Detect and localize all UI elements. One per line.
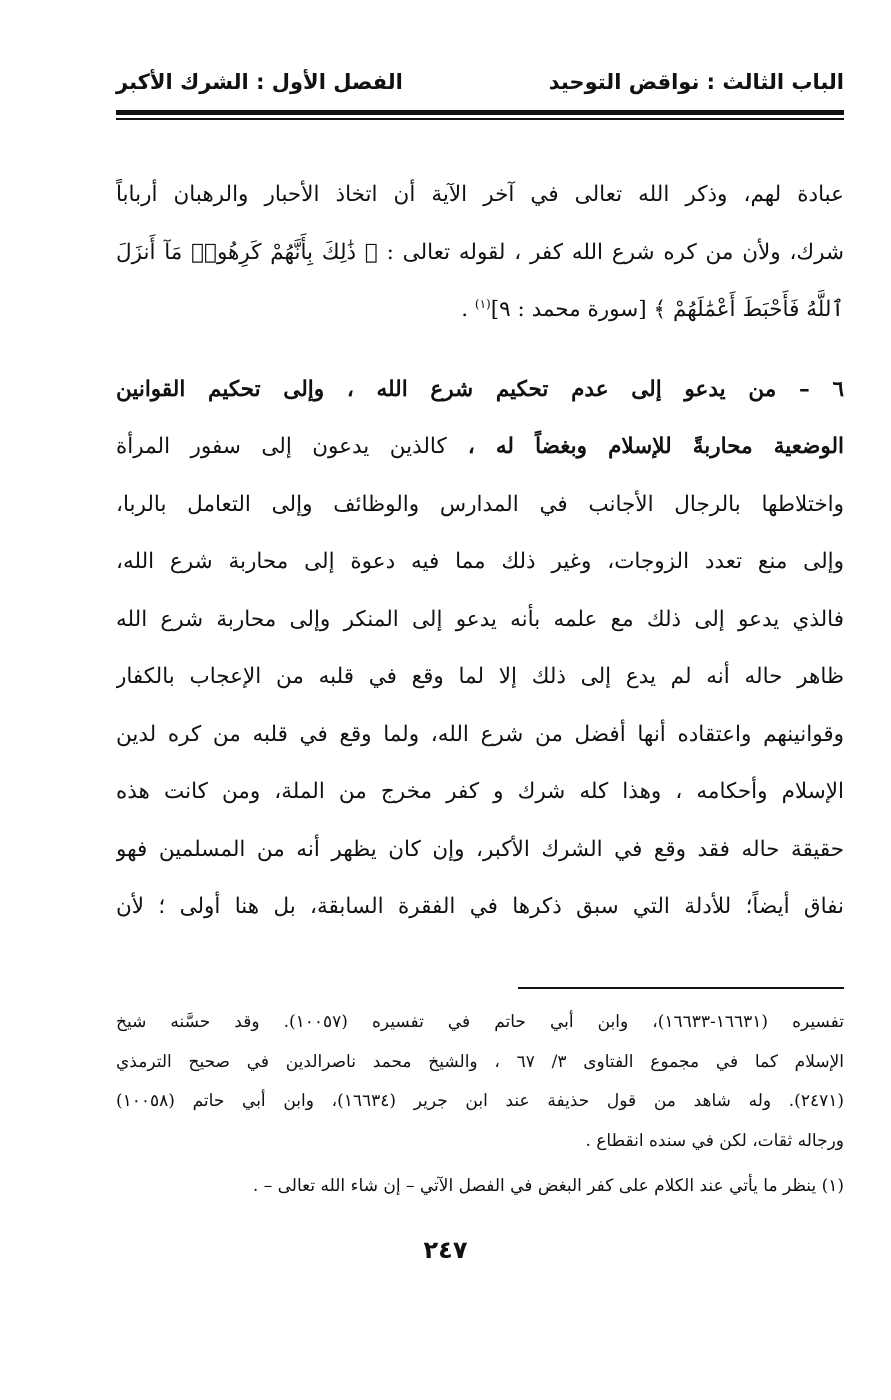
text-line-heading: ٦ – من يدعو إلى عدم تحكيم شرع الله ، وإلى تحكيم القوانين [116, 376, 844, 402]
chapter-title: الباب الثالث : نواقض التوحيد [548, 70, 844, 94]
heading-continuation: الوضعية محاربةً للإسلام وبغضاً له ، [446, 434, 844, 459]
footnote-separator [518, 987, 844, 989]
footnote-line: الإسلام كما في مجموع الفتاوى ٣/ ٦٧ ، والشيخ محمد ناصرالدين في صحيح الترمذي [116, 1051, 844, 1072]
text-line: وقوانينهم واعتقاده أنها أفضل من شرع الله، ولما وقع في قلبه من كره لدين [116, 721, 844, 747]
running-header [116, 66, 844, 106]
footnotes [116, 1003, 844, 1207]
text-continuation: كالذين يدعون إلى سفور المرأة [116, 434, 447, 459]
text-line: عبادة لهم، وذكر الله تعالى في آخر الآية أن اتخاذ الأحبار والرهبان أرباباً [116, 182, 844, 207]
text-line: الإسلام وأحكامه ، وهذا كله شرك و كفر مخرج من الملة، ومن كانت هذه [116, 779, 844, 804]
footnote-line: تفسيره (١٦٦٣١-١٦٦٣٣)، وابن أبي حاتم في تفسيره (١٠٠٥٧). وقد حسَّنه شيخ [116, 1012, 844, 1032]
footnote-1: (١) ينظر ما يأتي عند الكلام على كفر البغض في الفصل الآتي – إن شاء الله تعالى – . [252, 1176, 844, 1196]
footnote-reference[interactable]: (١) [474, 296, 491, 311]
page-number: ٢٤٧ [423, 1236, 468, 1264]
footnote-line: (٢٤٧١). وله شاهد من قول حذيفة عند ابن جرير (١٦٦٣٤)، وابن أبي حاتم (١٠٠٥٨) [116, 1091, 844, 1111]
text-line: وإلى منع تعدد الزوجات، وغير ذلك مما فيه دعوة إلى محاربة شرع الله، [116, 549, 844, 574]
text-line: حقيقة حاله فقد وقع في الشرك الأكبر، وإن كان يظهر أنه من المسلمين فهو [116, 836, 844, 862]
paragraph-gap [116, 339, 844, 361]
text-line: فالذي يدعو إلى ذلك مع علمه بأنه يدعو إلى المنكر وإلى محاربة شرع الله [116, 606, 844, 632]
section-title: الفصل الأول : الشرك الأكبر [116, 70, 403, 94]
header-rule-thin [116, 118, 844, 120]
footnote-line: ورجاله ثقات، لكن في سنده انقطاع . [585, 1130, 844, 1151]
text-line [116, 281, 844, 339]
text-line: شرك، ولأن من كره شرع الله كفر ، لقوله تعالى : ﴿ ذَٰلِكَ بِأَنَّهُمْ كَرِهُوا۟ مَآ أَنزَلَ [116, 239, 844, 265]
text-line: نفاق أيضاً؛ للأدلة التي سبق ذكرها في الفقرة السابقة، بل هنا أولى ؛ لأن [116, 894, 844, 919]
text-line [116, 418, 844, 476]
sentence-end: . [461, 297, 475, 322]
quran-verse-end: ٱللَّهُ فَأَحْبَطَ أَعْمَٰلَهُمْ ﴾ [سورة محمد : ٩] [490, 297, 844, 322]
text-line: ظاهر حاله أنه لم يدع إلى ذلك إلا لما وقع في قلبه من الإعجاب بالكفار [116, 664, 844, 689]
main-text [116, 166, 844, 936]
header-rule-thick [116, 110, 844, 115]
text-line: واختلاطها بالرجال الأجانب في المدارس والوظائف وإلى التعامل بالربا، [116, 491, 844, 517]
